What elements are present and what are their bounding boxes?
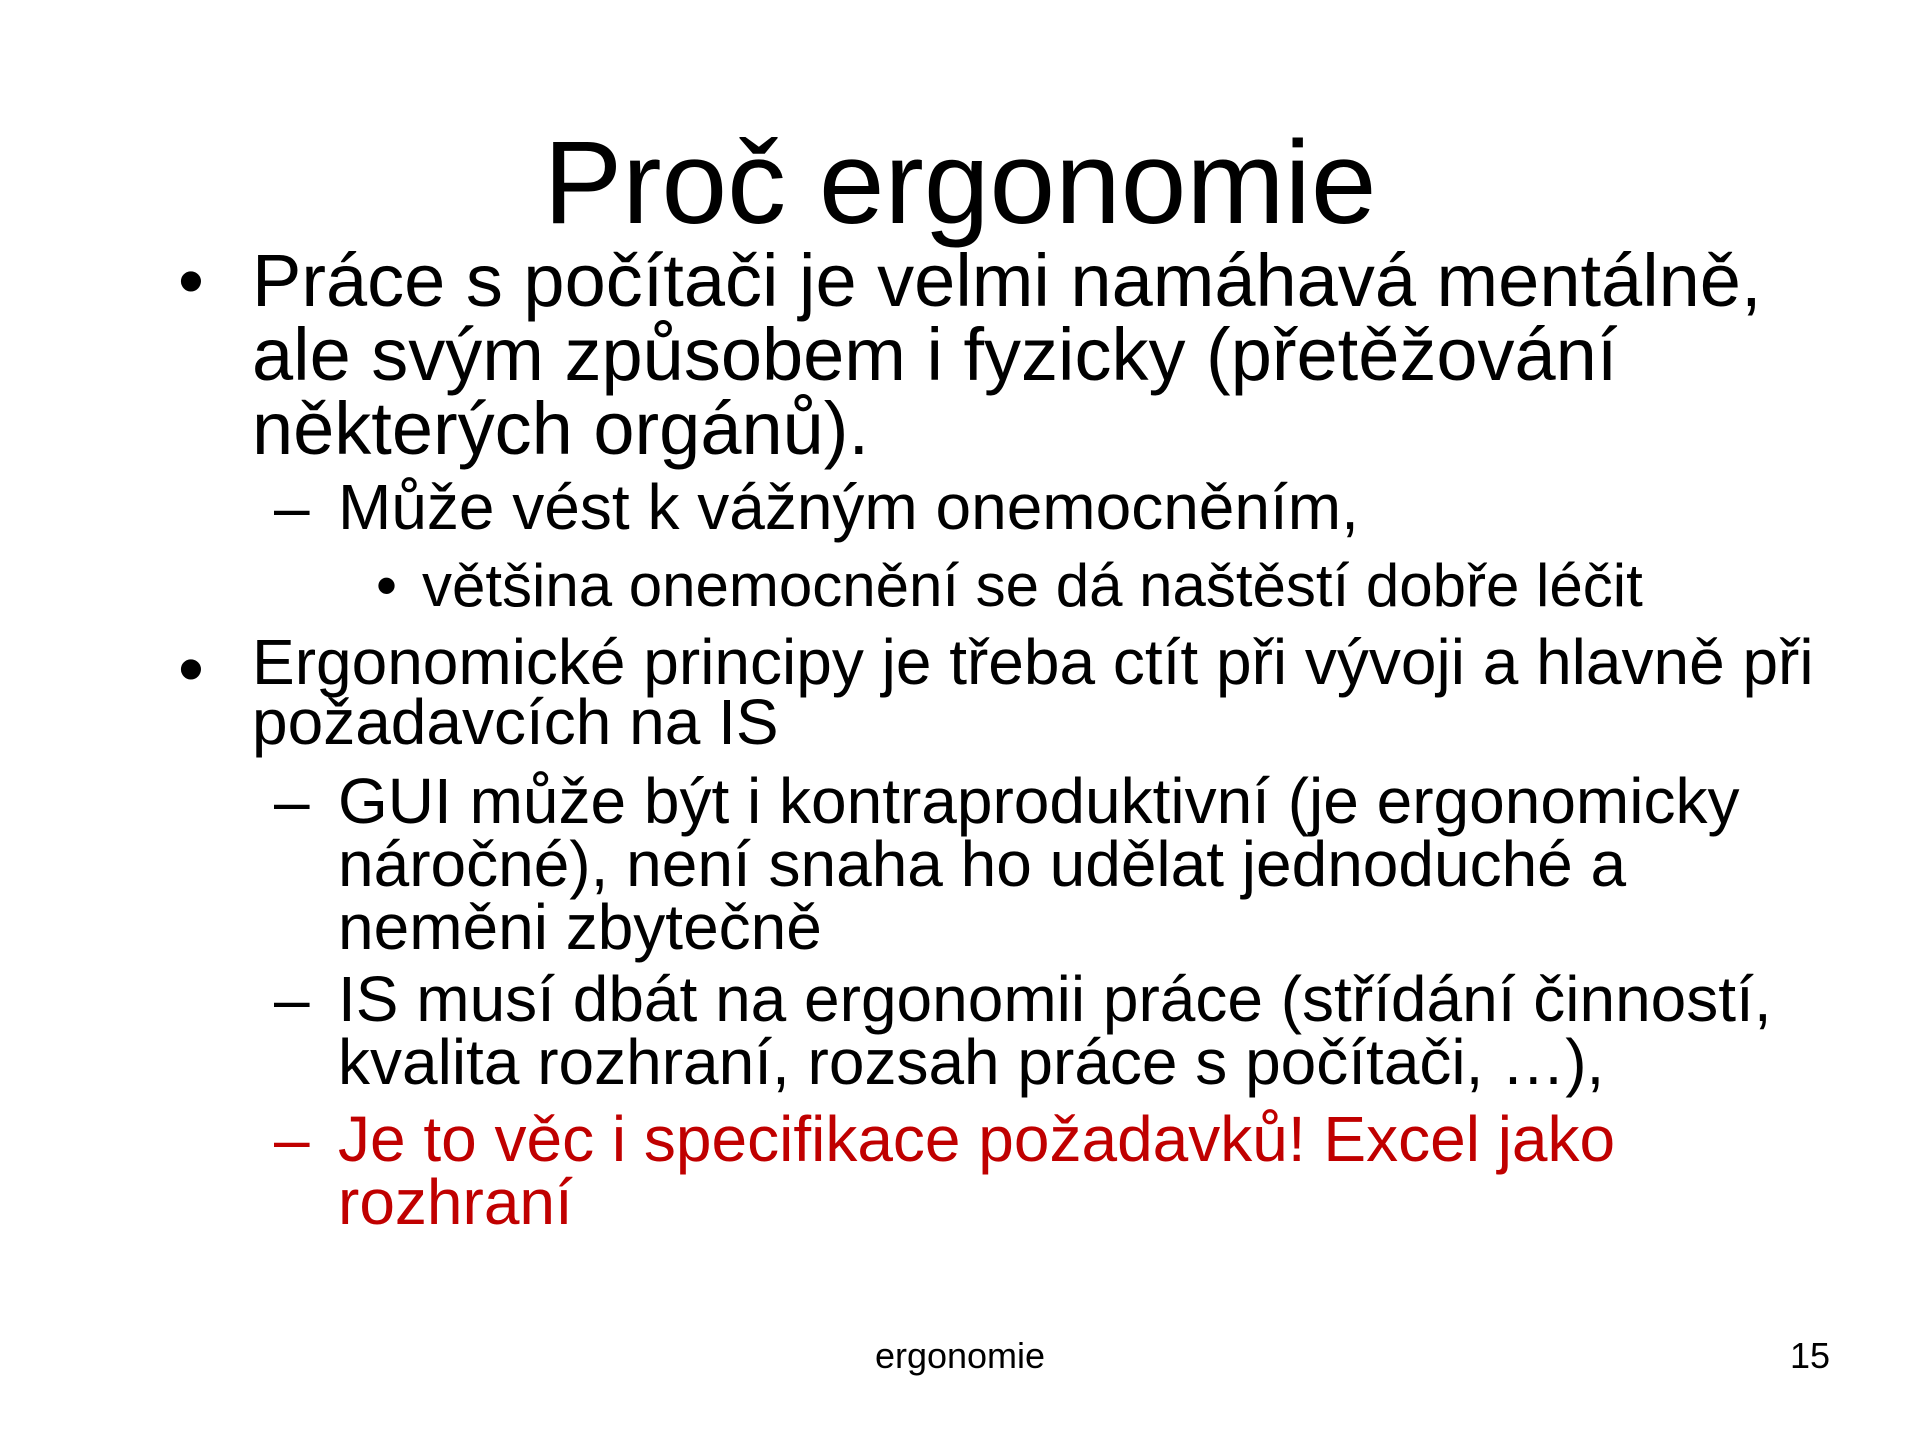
slide-title: Proč ergonomie: [543, 117, 1377, 249]
sub-bullet-highlight: [338, 1103, 1616, 1238]
bullet-marker: •: [178, 627, 204, 710]
bullet-1-line-1: Práce s počítači je velmi namáhavá mentálně,: [252, 239, 1762, 322]
dash-marker: –: [274, 471, 310, 543]
sub-bullet-3-line-1: IS musí dbát na ergonomii práce (střídání činností,: [338, 963, 1772, 1035]
bullet-2-line-2: požadavcích na IS: [252, 686, 779, 758]
dash-marker-highlight: –: [274, 1103, 310, 1175]
bullet-2-line-1: Ergonomické principy je třeba ctít při vývoji a hlavně při: [252, 626, 1814, 698]
sub-bullet-2-line-1: GUI může být i kontraproduktivní (je ergonomicky: [338, 765, 1740, 837]
sub-bullet-2-line-3: neměni zbytečně: [338, 891, 822, 963]
sub-sub-bullet-1: [422, 552, 1643, 619]
dash-marker: –: [274, 963, 310, 1035]
page-number: 15: [1789, 1335, 1830, 1376]
bullet-2: [252, 626, 1814, 758]
sub-bullet-3: [338, 963, 1772, 1098]
sub-bullet-3-line-2: kvalita rozhraní, rozsah práce s počítači, …),: [338, 1026, 1605, 1098]
sub-bullet-highlight-line-1: Je to věc i specifikace požadavků! Excel jako: [338, 1103, 1616, 1175]
dash-marker: –: [274, 765, 310, 837]
bullet-marker: •: [178, 239, 204, 322]
sub-sub-bullet-1-line-1: většina onemocnění se dá naštěstí dobře léčit: [422, 552, 1643, 619]
sub-bullet-1: [338, 471, 1359, 543]
sub-bullet-1-line-1: Může vést k vážným onemocněním,: [338, 471, 1359, 543]
bullet-1: [252, 239, 1762, 470]
sub-bullet-highlight-line-2: rozhraní: [338, 1166, 573, 1238]
sub-bullet-2: [338, 765, 1740, 963]
bullet-1-line-3: některých orgánů).: [252, 387, 870, 470]
sub-bullet-2-line-2: náročné), není snaha ho udělat jednoduché a: [338, 828, 1627, 900]
bullet-1-line-2: ale svým způsobem i fyzicky (přetěžování: [252, 313, 1618, 396]
footer-title: ergonomie: [874, 1335, 1046, 1376]
bullet-marker-small: •: [376, 552, 398, 619]
